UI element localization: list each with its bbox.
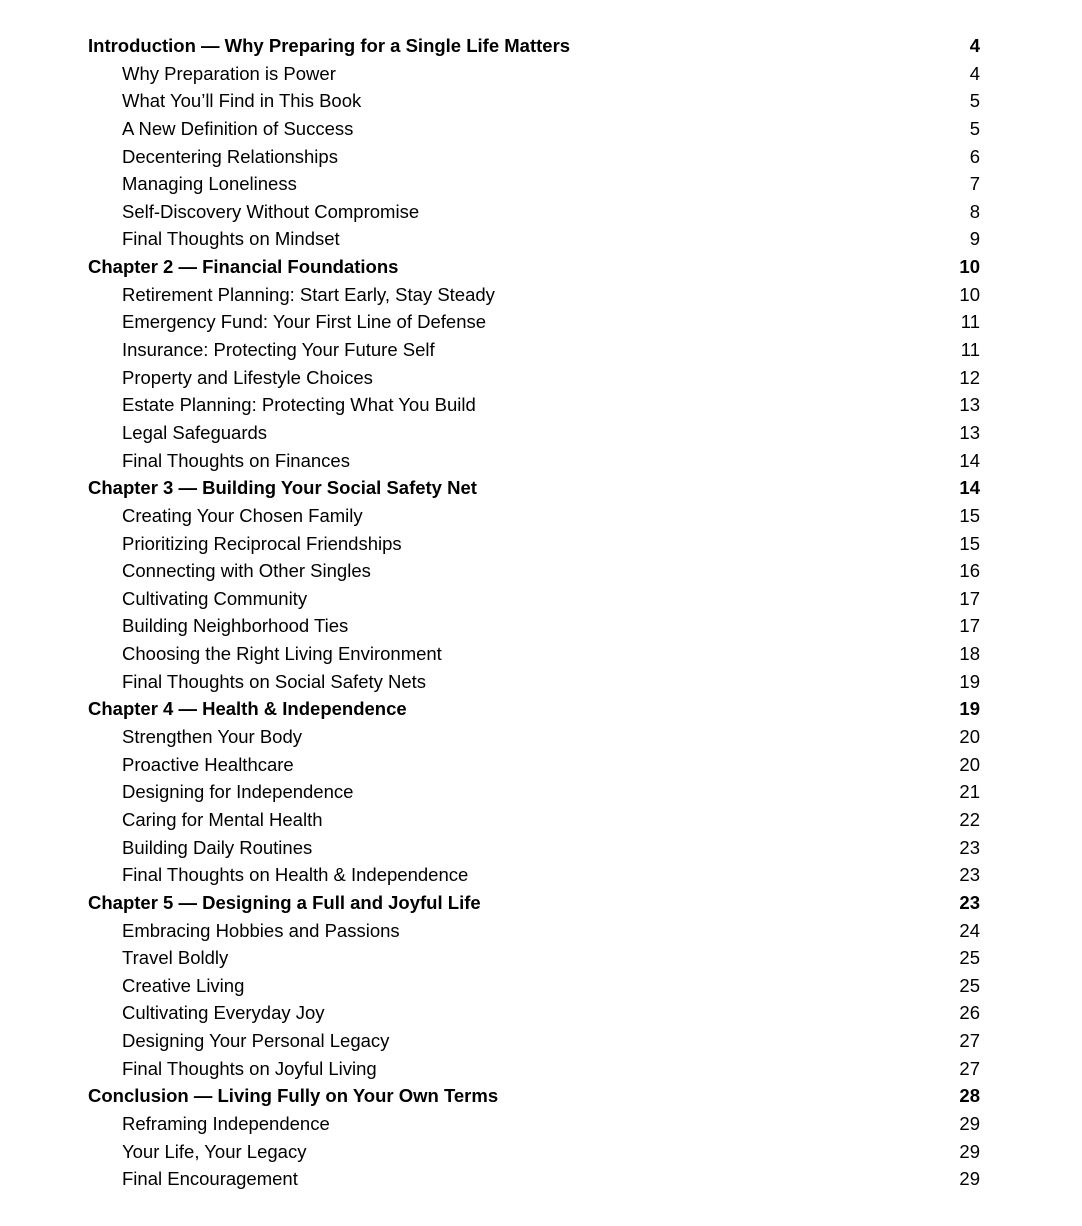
toc-section-row[interactable]: [88, 502, 980, 530]
toc-entry-title: Introduction — Why Preparing for a Single Life Matters: [88, 35, 571, 56]
toc-section-row[interactable]: [88, 225, 980, 253]
toc-page-number: 20: [959, 753, 980, 775]
toc-section-row[interactable]: [88, 281, 980, 309]
toc-section-row[interactable]: [88, 419, 980, 447]
toc-section-row[interactable]: [88, 585, 980, 613]
toc-page-number: 4: [969, 62, 980, 84]
toc-chapter-row[interactable]: [88, 889, 980, 917]
toc-page-number: 8: [969, 200, 980, 222]
toc-section-row[interactable]: [88, 1027, 980, 1055]
toc-section-row[interactable]: [88, 834, 980, 862]
toc-entry-title: Final Thoughts on Finances: [122, 449, 350, 471]
toc-page-number: 23: [959, 891, 980, 913]
toc-section-row[interactable]: [88, 668, 980, 696]
toc-page-number: 9: [969, 228, 980, 250]
toc-entry-title: Emergency Fund: Your First Line of Defense: [122, 311, 487, 333]
toc-section-row[interactable]: [88, 1138, 980, 1166]
toc-entry-title: Legal Safeguards: [122, 421, 268, 443]
toc-chapter-row[interactable]: [88, 1082, 980, 1110]
toc-entry-title: Cultivating Everyday Joy: [122, 1002, 325, 1024]
toc-page-number: 22: [959, 808, 980, 830]
toc-page-number: 19: [959, 670, 980, 692]
toc-section-row[interactable]: [88, 87, 980, 115]
toc-page-number: 11: [960, 311, 980, 333]
toc-section-row[interactable]: [88, 115, 980, 143]
toc-entry-title: Retirement Planning: Start Early, Stay Steady: [122, 283, 495, 305]
toc-section-row[interactable]: [88, 530, 980, 558]
toc-entry-title: Your Life, Your Legacy: [122, 1140, 307, 1162]
toc-entry-title: Travel Boldly: [122, 947, 229, 969]
toc-entry-title: Chapter 3 — Building Your Social Safety Net: [88, 477, 477, 499]
toc-page-number: 13: [959, 394, 980, 416]
toc-section-row[interactable]: [88, 143, 980, 171]
toc-entry-title: Creative Living: [122, 974, 245, 996]
toc-entry-title: Final Thoughts on Mindset: [122, 228, 340, 250]
toc-entry-title: Designing Your Personal Legacy: [122, 1030, 390, 1052]
toc-page-number: 10: [959, 256, 980, 278]
toc-page-number: 21: [959, 781, 980, 803]
toc-entry-title: Chapter 4 — Health & Independence: [88, 698, 407, 720]
toc-page-number: 13: [959, 421, 980, 443]
toc-entry-title: Estate Planning: Protecting What You Build: [122, 394, 476, 416]
toc-entry-title: Reframing Independence: [122, 1112, 330, 1134]
toc-section-row[interactable]: [88, 917, 980, 945]
toc-page-number: 29: [959, 1112, 980, 1134]
toc-page-number: 19: [959, 698, 980, 720]
toc-section-row[interactable]: [88, 999, 980, 1027]
toc-chapter-row[interactable]: [88, 695, 980, 723]
toc-entry-title: Cultivating Community: [122, 587, 308, 609]
toc-entry-title: Managing Loneliness: [122, 173, 297, 195]
toc-page-number: 27: [959, 1030, 980, 1052]
toc-page-number: 23: [959, 836, 980, 858]
toc-section-row[interactable]: [88, 557, 980, 585]
toc-section-row[interactable]: [88, 861, 980, 889]
toc-page-number: 4: [969, 35, 980, 56]
toc-section-row[interactable]: [88, 1165, 980, 1193]
toc-page-number: 20: [959, 726, 980, 748]
toc-section-row[interactable]: [88, 336, 980, 364]
toc-entry-title: What You’ll Find in This Book: [122, 90, 362, 112]
toc-section-row[interactable]: [88, 640, 980, 668]
toc-section-row[interactable]: [88, 60, 980, 88]
toc-section-row[interactable]: [88, 364, 980, 392]
toc-section-row[interactable]: [88, 308, 980, 336]
toc-section-row[interactable]: [88, 447, 980, 475]
toc-page-number: 14: [959, 449, 980, 471]
toc-page-number: 16: [959, 560, 980, 582]
toc-section-row[interactable]: [88, 723, 980, 751]
toc-page-number: 26: [959, 1002, 980, 1024]
toc-section-row[interactable]: [88, 391, 980, 419]
toc-section-row[interactable]: [88, 170, 980, 198]
toc-page-number: 11: [960, 339, 980, 361]
toc-entry-title: Caring for Mental Health: [122, 808, 323, 830]
toc-page-number: 27: [959, 1057, 980, 1079]
toc-page-number: 5: [969, 90, 980, 112]
toc-entry-title: Designing for Independence: [122, 781, 354, 803]
table-of-contents: [88, 32, 980, 1193]
toc-chapter-row[interactable]: [88, 32, 980, 60]
toc-entry-title: Final Encouragement: [122, 1168, 298, 1190]
toc-section-row[interactable]: [88, 972, 980, 1000]
toc-entry-title: Self-Discovery Without Compromise: [122, 200, 420, 222]
toc-page-number: 15: [959, 532, 980, 554]
toc-page-number: 24: [959, 919, 980, 941]
toc-entry-title: Chapter 5 — Designing a Full and Joyful Life: [88, 891, 481, 913]
toc-page-number: 25: [959, 947, 980, 969]
toc-entry-title: Chapter 2 — Financial Foundations: [88, 256, 399, 278]
toc-entry-title: Why Preparation is Power: [122, 62, 336, 84]
toc-entry-title: Connecting with Other Singles: [122, 560, 371, 582]
toc-entry-title: Prioritizing Reciprocal Friendships: [122, 532, 402, 554]
toc-entry-title: Building Daily Routines: [122, 836, 313, 858]
toc-section-row[interactable]: [88, 751, 980, 779]
toc-page-number: 6: [969, 145, 980, 167]
toc-entry-title: Strengthen Your Body: [122, 726, 303, 748]
toc-section-row[interactable]: [88, 612, 980, 640]
toc-chapter-row[interactable]: [88, 253, 980, 281]
toc-section-row[interactable]: [88, 1110, 980, 1138]
toc-section-row[interactable]: [88, 944, 980, 972]
toc-entry-title: Choosing the Right Living Environment: [122, 643, 442, 665]
toc-entry-title: A New Definition of Success: [122, 117, 354, 139]
toc-entry-title: Decentering Relationships: [122, 145, 338, 167]
toc-page-number: 28: [959, 1085, 980, 1107]
toc-entry-title: Proactive Healthcare: [122, 753, 294, 775]
toc-section-row[interactable]: [88, 198, 980, 226]
toc-page-number: 17: [959, 615, 980, 637]
toc-entry-title: Conclusion — Living Fully on Your Own Terms: [88, 1085, 499, 1107]
toc-page-number: 10: [959, 283, 980, 305]
toc-page-number: 25: [959, 974, 980, 996]
toc-page-number: 29: [959, 1140, 980, 1162]
toc-entry-title: Final Thoughts on Health & Independence: [122, 864, 469, 886]
toc-chapter-row[interactable]: [88, 474, 980, 502]
toc-section-row[interactable]: [88, 806, 980, 834]
toc-page-number: 29: [959, 1168, 980, 1190]
toc-entry-title: Property and Lifestyle Choices: [122, 366, 373, 388]
toc-section-row[interactable]: [88, 1055, 980, 1083]
toc-entry-title: Insurance: Protecting Your Future Self: [122, 339, 435, 361]
toc-entry-title: Building Neighborhood Ties: [122, 615, 349, 637]
toc-page-number: 23: [959, 864, 980, 886]
toc-page-number: 7: [969, 173, 980, 195]
toc-page-number: 15: [959, 504, 980, 526]
toc-entry-title: Final Thoughts on Joyful Living: [122, 1057, 377, 1079]
toc-page-number: 12: [959, 366, 980, 388]
toc-entry-title: Embracing Hobbies and Passions: [122, 919, 400, 941]
toc-page-number: 18: [959, 643, 980, 665]
toc-section-row[interactable]: [88, 778, 980, 806]
toc-page-number: 17: [959, 587, 980, 609]
toc-entry-title: Creating Your Chosen Family: [122, 504, 363, 526]
toc-page-number: 5: [969, 117, 980, 139]
toc-entry-title: Final Thoughts on Social Safety Nets: [122, 670, 427, 692]
toc-page-number: 14: [959, 477, 980, 499]
